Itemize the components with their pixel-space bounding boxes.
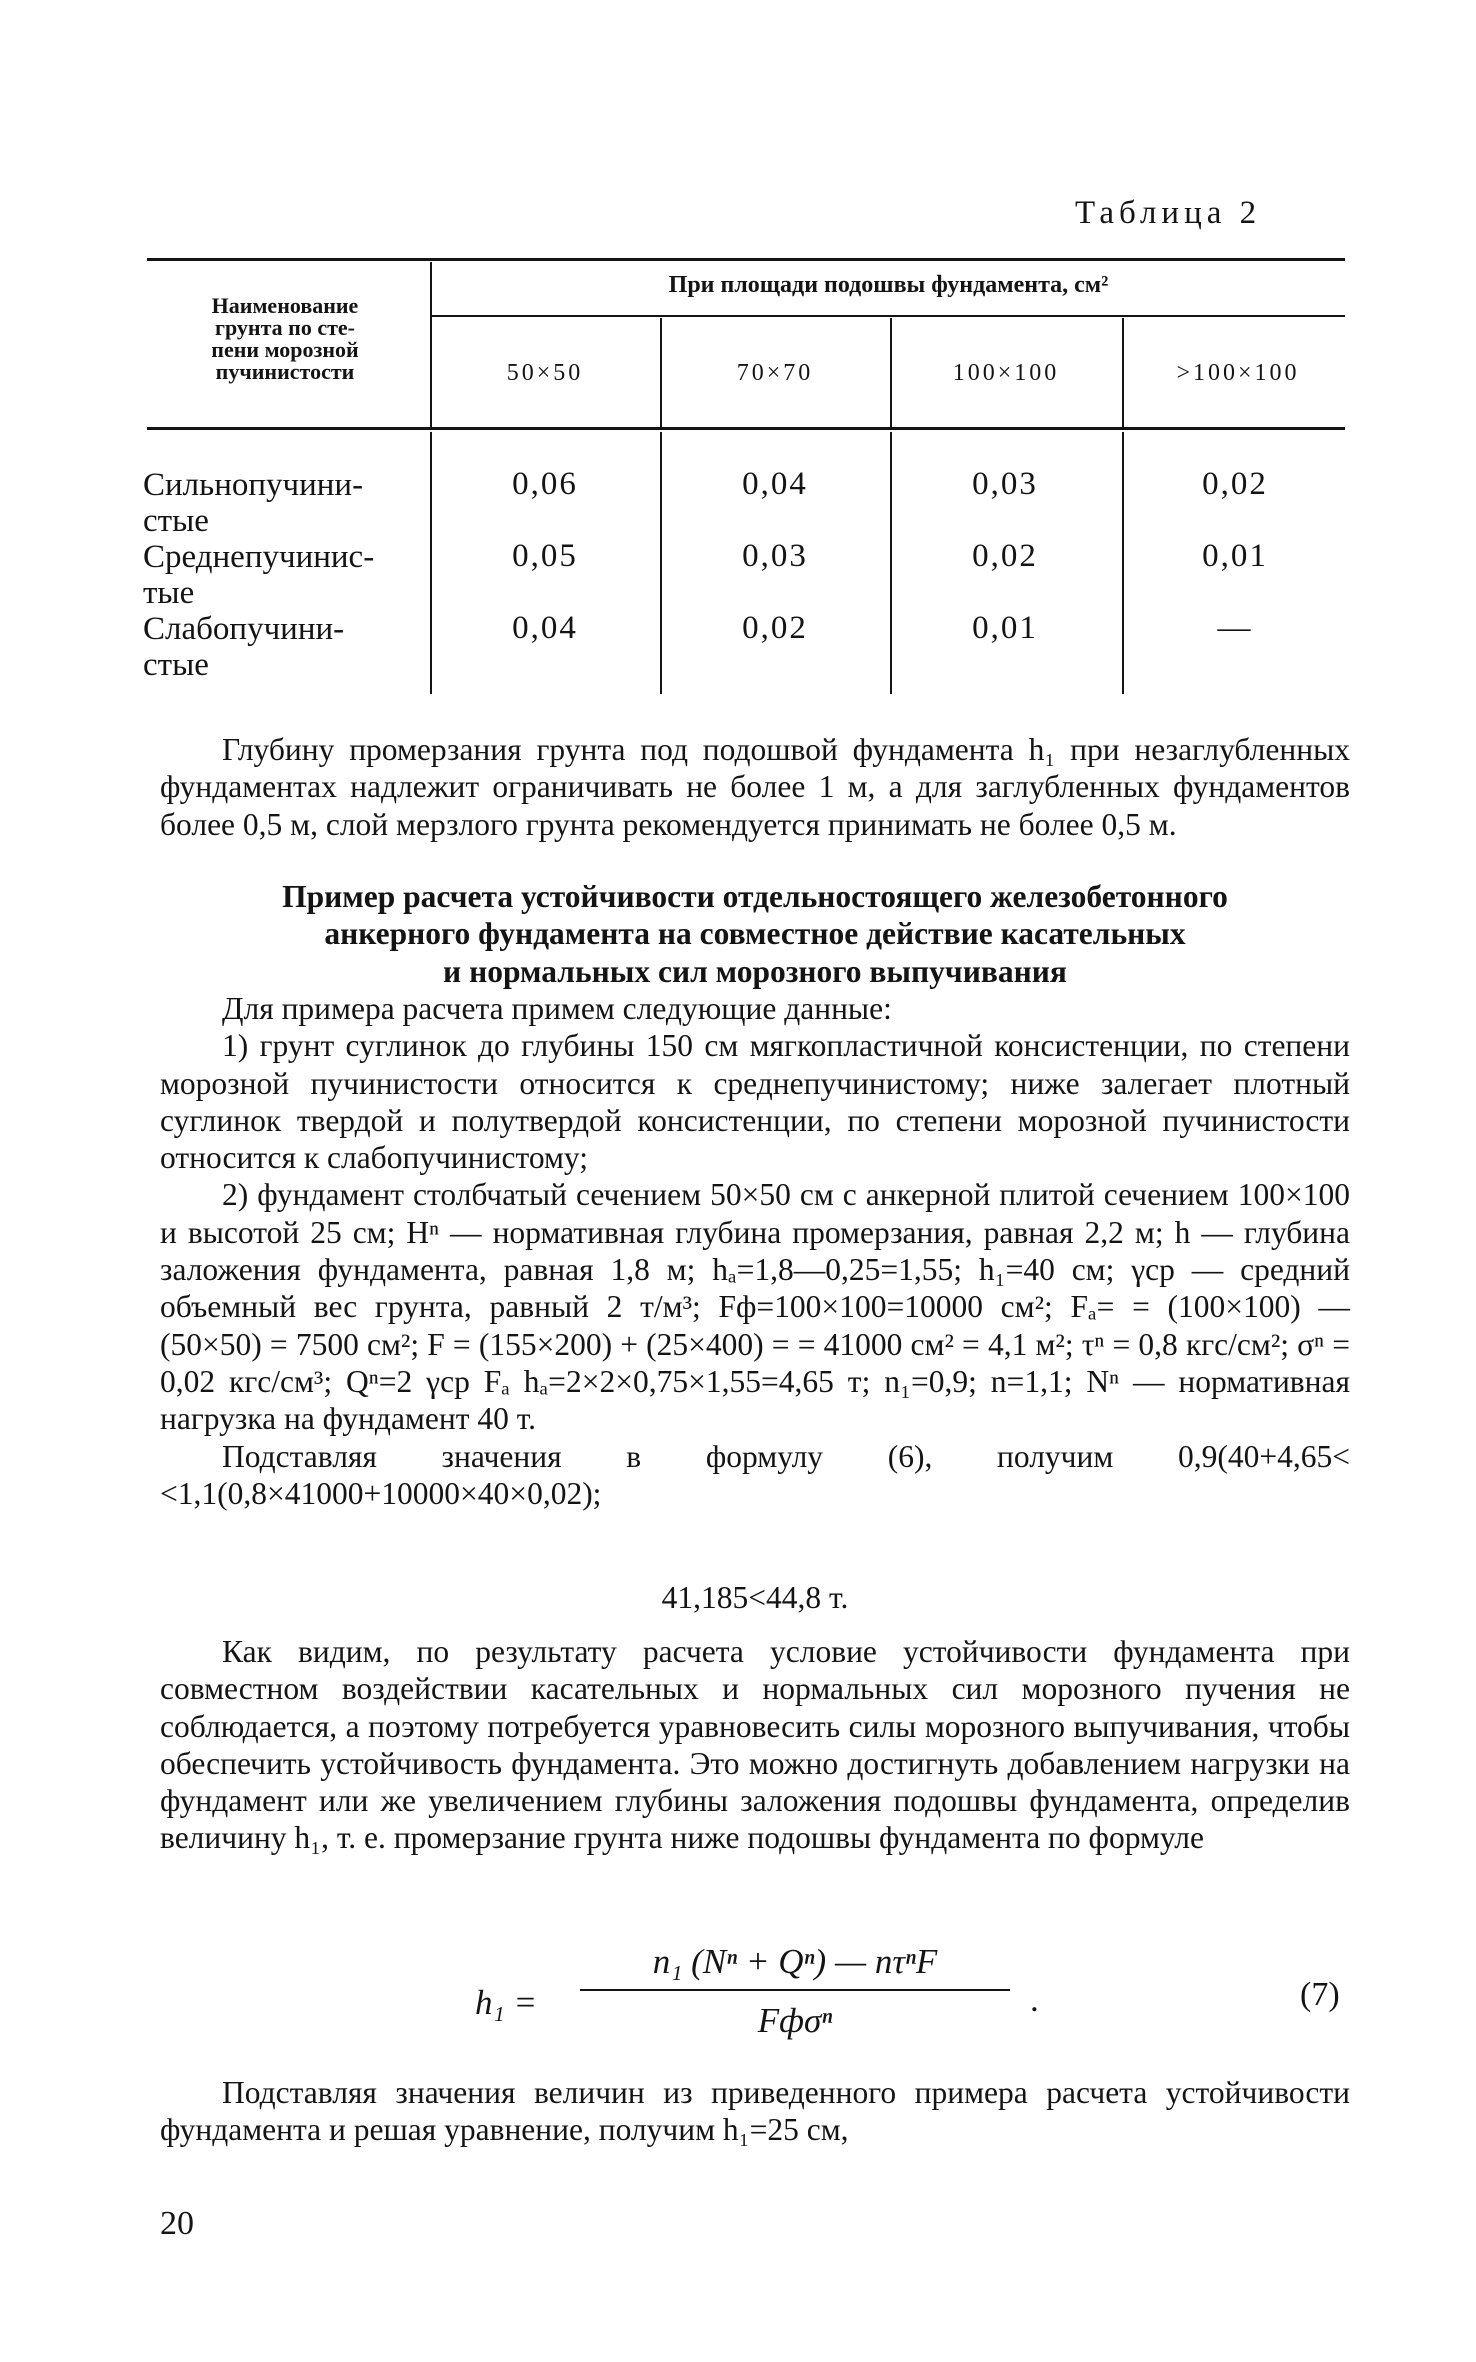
row-header-line: Наименование <box>211 293 359 318</box>
table-cell: 0,02 <box>1202 466 1268 502</box>
paragraph-text: Подставляя значения величин из приведенного примера расчета устойчивости фундамента и решая уравнение, получим h₁=25 см, <box>160 2075 1350 2148</box>
row-label <box>143 539 413 611</box>
paragraph-text: Для примера расчета примем следующие данные: <box>222 991 892 1026</box>
row-header-line: пени морозной <box>211 337 359 362</box>
formula-lhs: h₁ = <box>475 1983 538 2022</box>
table-cell: 0,02 <box>972 538 1038 574</box>
paragraph-text: 1) грунт суглинок до глубины 150 см мягкопластичной консистенции, по степени морозной пучинистости относится к среднепучинистому; ниже залегает плотный суглинок твердой и полутвердой консистенции, по степени морозной пучинистости относится к слабопучинистому; <box>160 1028 1350 1176</box>
table-cell: — <box>1217 610 1253 646</box>
row-header <box>150 295 420 383</box>
heading-line: Пример расчета устойчивости отдельностоящего железобетонного <box>282 879 1228 914</box>
table-cell: 0,01 <box>972 610 1038 646</box>
paragraph-text: Как видим, по результату расчета условие устойчивости фундамента при совместном воздействии касательных и нормальных сил морозного пучения не соблюдается, а поэтому потребуется уравновесить силы морозного выпучивания, чтобы обеспечить устойчивость фундамента. Это можно достигнуть добавлением нагрузки на фундамент или же увеличением глубины заложения подошвы фундамента, определив величину h₁, т. е. промерзание грунта ниже подошвы фундамента по формуле <box>160 1634 1350 1856</box>
table-cell: 0,01 <box>1202 538 1268 574</box>
row-header-line: пучинистости <box>215 359 355 384</box>
row-header-line: грунта по сте- <box>214 315 356 340</box>
table-caption: Таблица 2 <box>1075 195 1262 231</box>
table-vline <box>660 318 662 427</box>
row-label-line: Сильнопучини- <box>143 467 364 503</box>
row-label-line: стые <box>143 503 209 539</box>
table-vline <box>1122 318 1124 427</box>
table-cell: 0,05 <box>512 538 578 574</box>
table-cell: 0,03 <box>972 466 1038 502</box>
row-label-line: тые <box>143 575 195 611</box>
paragraph <box>160 990 1350 1512</box>
formula-number: (7) <box>1300 1976 1340 2013</box>
heading-line: и нормальных сил морозного выпучивания <box>443 953 1067 989</box>
table-vline <box>1122 432 1124 694</box>
table-group-rule <box>430 315 1345 317</box>
fraction-bar <box>580 1989 1010 1991</box>
table-cell: 0,04 <box>742 466 808 502</box>
paragraph <box>160 731 1350 843</box>
row-label-line: стые <box>143 647 209 683</box>
column-header: 100×100 <box>952 360 1060 386</box>
result-line: 41,185<44,8 т. <box>661 1580 849 1615</box>
formula-denominator: Fфσⁿ <box>757 2001 833 2040</box>
section-heading <box>160 878 1350 990</box>
formula-dot: . <box>1030 1980 1039 2019</box>
table-vline <box>430 432 432 694</box>
table-vline <box>660 432 662 694</box>
table-cell: 0,04 <box>512 610 578 646</box>
paragraph <box>160 1633 1350 1857</box>
formula-numerator: n₁ (Nⁿ + Qⁿ) — nτⁿF <box>652 1942 938 1981</box>
table-vline <box>890 318 892 427</box>
column-header: >100×100 <box>1176 360 1300 386</box>
row-label <box>143 611 413 683</box>
table-cell: 0,03 <box>742 538 808 574</box>
paragraph-text: Глубину промерзания грунта под подошвой фундамента h₁ при незаглубленных фундаментах надлежит ограничивать не более 1 м, а для заглубленных фундаментов более 0,5 м, слой мерзлого грунта рекомендуется принимать не более 0,5 м. <box>160 732 1350 842</box>
table-vline <box>890 432 892 694</box>
page-number: 20 <box>160 2205 194 2242</box>
column-header: 50×50 <box>506 360 584 386</box>
row-label <box>143 467 413 539</box>
table-cell: 0,02 <box>742 610 808 646</box>
column-header: 70×70 <box>736 360 814 386</box>
group-header: При площади подошвы фундамента, см² <box>668 272 1109 298</box>
row-label-line: Слабопучини- <box>143 611 345 647</box>
row-label-line: Среднепучинис- <box>143 539 375 575</box>
table-header-rule <box>147 427 1345 430</box>
paragraph <box>160 2074 1350 2149</box>
paragraph-text: 2) фундамент столбчатый сечением 50×50 см с анкерной плитой сечением 100×100 и высотой 25 см; Hⁿ — нормативная глубина промерзания, равная 2,2 м; h — глубина заложения фундамента, равная 1,8 м; hₐ=1,8—0,25=1,55; h₁=40 см; γср — средний объемный вес грунта, равный 2 т/м³; Fф=100×100=10000 см²; Fₐ= = (100×100) — (50×50) = 7500 см²; F = (155×200) + (25×400) = = 41000 см² = 4,1 м²; τⁿ = 0,8 кгс/см²; σⁿ = 0,02 кгс/см³; Qⁿ=2 γср Fₐ hₐ=2×2×0,75×1,55=4,65 т; n₁=0,9; n=1,1; Nⁿ — нормативная нагрузка на фундамент 40 т. <box>160 1177 1350 1437</box>
paragraph-text: Подставляя значения в формулу (6), получим 0,9(40+4,65< <1,1(0,8×41000+10000×40×0,02); <box>160 1438 1350 1511</box>
table-top-rule <box>147 258 1345 261</box>
table-cell: 0,06 <box>512 466 578 502</box>
heading-line: анкерного фундамента на совместное действие касательных <box>324 916 1186 952</box>
